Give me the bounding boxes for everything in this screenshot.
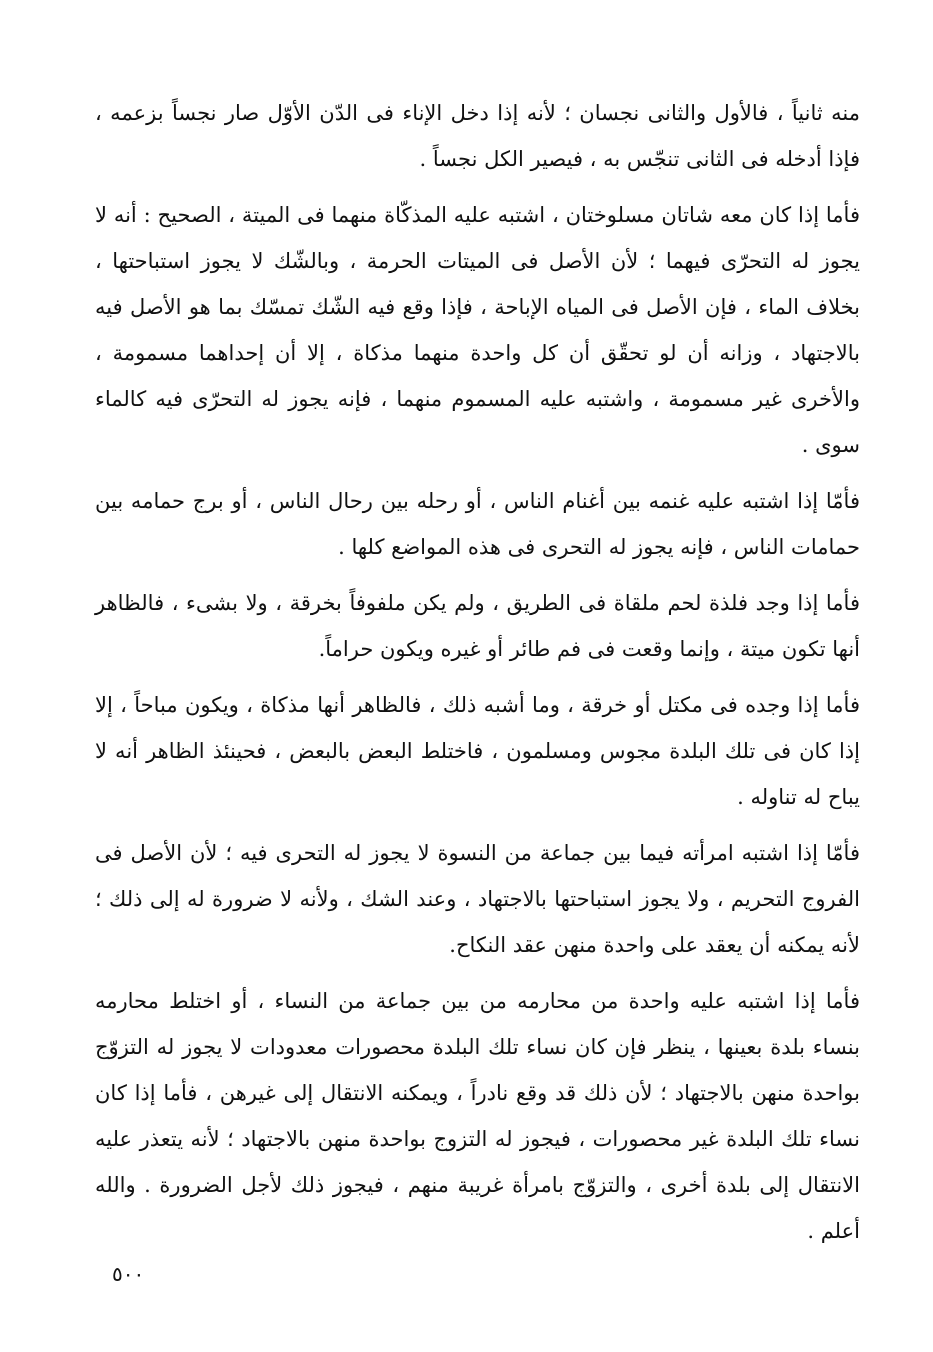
paragraph-7: فأما إذا اشتبه عليه واحدة من محارمه من بين جماعة من النساء ، أو اختلط محارمه بنساء بلدة بعينها ، ينظر فإن كان نساء تلك البلدة محصورات معدودات لا يجوز له التزوّج بواحدة منهن بالاجتهاد ؛ لأن ذلك قد وقع نادراً ، ويمكنه الانتقال إلى غيرهن ، فأما إذا كان نساء تلك البلدة غير محصورات ، فيجوز له التزوج بواحدة منهن بالاجتهاد ؛ لأنه يتعذر عليه الانتقال إلى بلدة أخرى ، والتزوّج بامرأة غريبة منهم ، فيجوز ذلك لأجل الضرورة . والله أعلم . xyxy=(95,989,860,1243)
paragraph-4: فأما إذا وجد فلذة لحم ملقاة فى الطريق ، ولم يكن ملفوفاً بخرقة ، ولا بشىء ، فالظاهر أنها تكون ميتة ، وإنما وقعت فى فم طائر أو غيره ويكون حراماً. xyxy=(95,591,860,661)
paragraph-5: فأما إذا وجده فى مكتل أو خرقة ، وما أشبه ذلك ، فالظاهر أنها مذكاة ، ويكون مباحاً ، إلا إذا كان فى تلك البلدة مجوس ومسلمون ، فاختلط البعض بالبعض ، فحينئذ الظاهر أنه لا يباح له تناوله . xyxy=(95,693,860,809)
paragraph-3: فأمّا إذا اشتبه عليه غنمه بين أغنام الناس ، أو رحله بين رحال الناس ، أو برج حمامه بين حمامات الناس ، فإنه يجوز له التحرى فى هذه المواضع كلها . xyxy=(95,489,860,559)
document-page xyxy=(95,90,860,1264)
paragraph-1: منه ثانياً ، فالأول والثانى نجسان ؛ لأنه إذا دخل الإناء فى الدّن الأوّل صار نجساً بزعمه ، فإذا أدخله فى الثانى تنجّس به ، فيصير الكل نجساً . xyxy=(95,101,860,171)
page-number: ٥٠٠ xyxy=(112,1262,145,1286)
paragraph-6: فأمّا إذا اشتبه امرأته فيما بين جماعة من النسوة لا يجوز له التحرى فيه ؛ لأن الأصل فى الفروج التحريم ، ولا يجوز استباحتها بالاجتهاد ، وعند الشك ، ولأنه لا ضرورة له إلى ذلك ؛ لأنه يمكنه أن يعقد على واحدة منهن عقد النكاح. xyxy=(95,841,860,957)
paragraph-2: فأما إذا كان معه شاتان مسلوختان ، اشتبه عليه المذكّاة منهما فى الميتة ، الصحيح : أنه لا يجوز له التحرّى فيهما ؛ لأن الأصل فى الميتات الحرمة ، وبالشّك لا يجوز استباحتها ، بخلاف الماء ، فإن الأصل فى المياه الإباحة ، فإذا وقع فيه الشّك تمسّك بما هو الأصل فيه بالاجتهاد ، وزانه أن لو تحقّق أن كل واحدة منهما مذكاة ، إلا أن إحداهما مسمومة ، والأخرى غير مسمومة ، واشتبه عليه المسموم منهما ، فإنه يجوز له التحرّى فيه كالماء سوى . xyxy=(95,203,860,457)
